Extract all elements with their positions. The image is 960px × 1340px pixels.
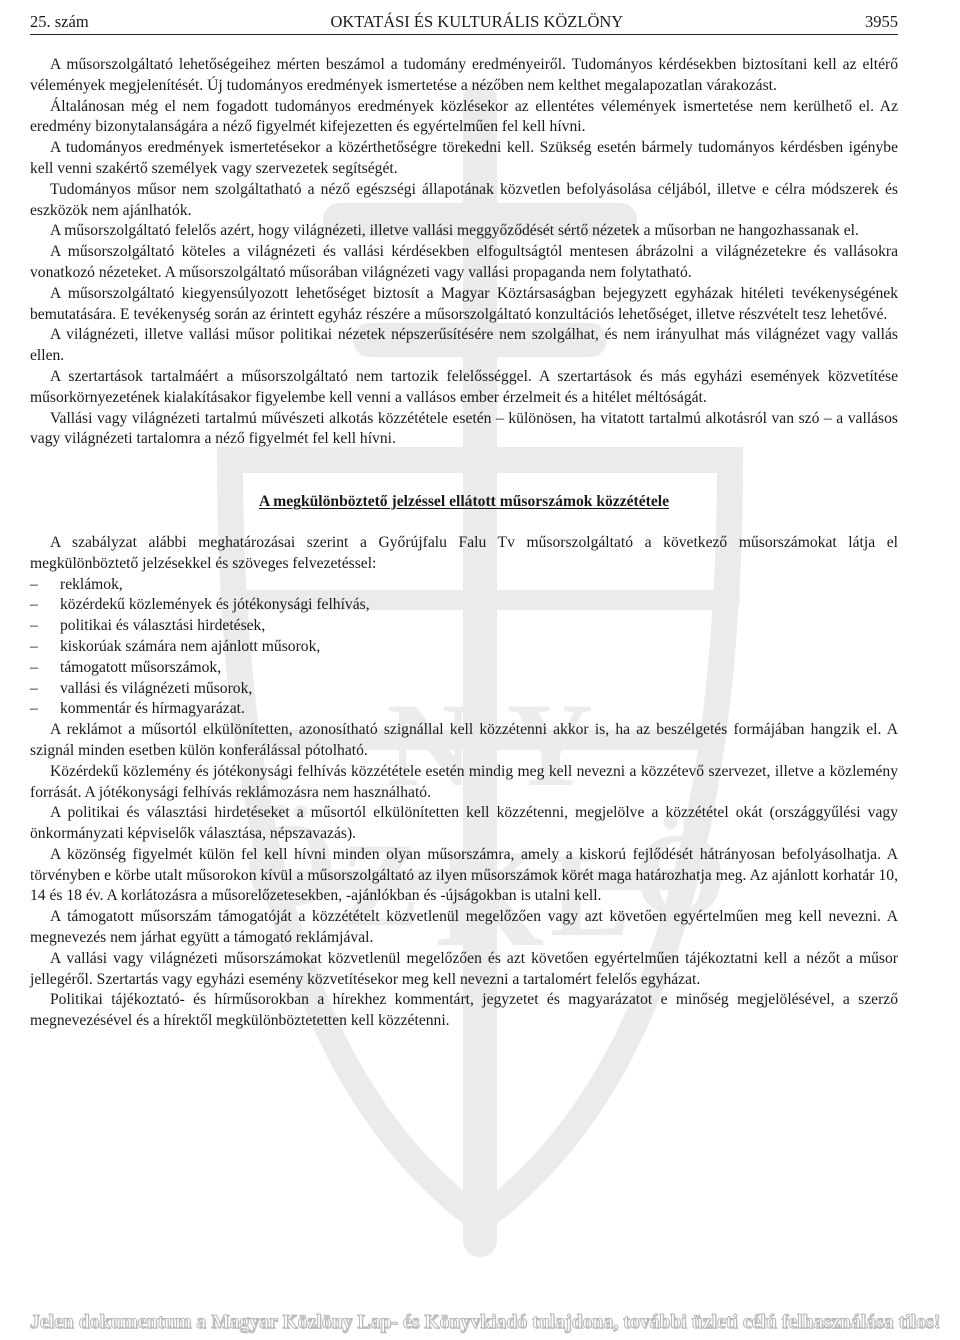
section-heading: A megkülönböztető jelzéssel ellátott műsorszámok közzététele bbox=[258, 493, 670, 511]
paragraph: A világnézeti, illetve vallási műsor politikai nézetek népszerűsítésére nem szolgálhat, és nem irányulhat más világnézet vagy vallás ellen. bbox=[30, 326, 898, 365]
list-item: – támogatott műsorszámok, bbox=[30, 658, 898, 679]
paragraph: A politikai és választási hirdetéseket a műsortól elkülönítetten kell közzétenni, megjelölve a közzététel okát (országgyűlési vagy önkormányzati képviselők választása, népszavazás). bbox=[30, 804, 898, 843]
watermark-letter: Ö bbox=[633, 808, 727, 941]
paragraph: A vallási vagy világnézeti műsorszámokat közvetlenül megelőzően és azt követően egyértelműen tájékoztatni kell a nézőt a műsor jellegéről. Szertartás vagy egyházi esemény közvetítésekor meg kell nevezni a tartalomért felelős egyházat. bbox=[30, 949, 898, 988]
paragraph: A reklámot a műsortól elkülönítetten, azonosítható szignállal kell közzétenni akkor is, ha az beszélgetés formájában hangzik el. A szignál minden esetben külön konferálással pótolható. bbox=[30, 721, 898, 759]
page-number: 3955 bbox=[865, 12, 898, 31]
watermark-letter: K bbox=[435, 821, 545, 976]
paragraph: A közönség figyelmét külön fel kell hívni minden olyan műsorszámra, amely a kiskorú fejlődését hátrányosan befolyásolhatja. A törvényben e körbe utalt műsorokon kívül a műsorszolgáltató az ilyen műsorszámok körét maga határozhatja meg. Az ajánlott korhatár 10, 14 és 18 év. A korlátozásra a műsorelőzetesekben, -ajánlókban és -újságokban is utalni kell. bbox=[30, 845, 898, 905]
list-item: – reklámok, bbox=[30, 575, 898, 596]
section-intro: A szabályzat alábbi meghatározásai szerint a Győrújfalu Falu Tv műsorszolgáltató a következő műsorszámokat látja el megkülönböztető jelzésekkel és szöveges felvezetéssel: bbox=[30, 533, 898, 572]
watermark-letter: Ö bbox=[243, 798, 337, 931]
page-header bbox=[30, 12, 898, 35]
issue-number: 25. szám bbox=[30, 12, 89, 31]
journal-title: OKTATÁSI ÉS KULTURÁLIS KÖZLÖNY bbox=[330, 12, 624, 31]
paragraph: A műsorszolgáltató köteles a világnézeti és vallási kérdésekben elfogultságtól mentesen ábrázolni a világnézetekre és vallásokra vonatkozó nézeteket. A műsorszolgáltató műsorában világnézeti vagy vallási propaganda nem folytatható. bbox=[30, 243, 898, 281]
list-item: – vallási és világnézeti műsorok, bbox=[30, 679, 898, 700]
program-type-list bbox=[30, 575, 898, 721]
paragraph: Tudományos műsor nem szolgáltatható a néző egészségi állapotának közvetlen befolyásolása céljából, illetve e célra módszerek és eszközök nem ajánlhatók. bbox=[30, 180, 898, 219]
document-body bbox=[30, 55, 898, 1032]
paragraph: A szertartások tartalmáért a műsorszolgáltató nem tartozik felelősséggel. A szertartások és más egyházi események közvetítése műsorkörnyezetének kialakításakor figyelembe kell venni a vallásos ember érzelmeit és a hitélet méltóságát. bbox=[30, 367, 898, 406]
paragraph: A műsorszolgáltató felelős azért, hogy világnézeti, illetve vallási meggyőződését sértő nézetek a műsorban ne hangozhassanak el. bbox=[50, 222, 859, 240]
paragraph: Politikai tájékoztató- és hírműsorokban a hírekhez kommentárt, jegyzetet és magyarázatot e minőség megjelölésével, a szerző megnevezésével és a hírektől megkülönböztetetten kell közzétenni. bbox=[30, 991, 898, 1030]
paragraph: Általánosan még el nem fogadott tudományos eredmények közlésekor az ellentétes vélemények ismertetése nem kerülhető el. Az eredmény bizonytalanságára a néző figyelmét kifejezetten és egyértelműen fel kell hívni. bbox=[30, 97, 898, 136]
watermark-letter: L bbox=[549, 828, 631, 961]
watermark-letter: Y bbox=[506, 678, 594, 811]
paragraph: A műsorszolgáltató lehetőségeihez mérten beszámol a tudomány eredményeiről. Tudományos kérdésekben biztosítani kell az eltérő vélemények megjelenítését. Új tudományos eredmények ismertetése a nézőben nem kelthet megalapozatlan várakozást. bbox=[30, 56, 898, 94]
copyright-watermark-notice: Jelen dokumentum a Magyar Közlöny Lap- és Könyvkiadó tulajdona, további üzleti célú felhasználása tilos! bbox=[30, 1312, 941, 1333]
paragraph: Vallási vagy világnézeti tartalmú művészeti alkotás közzététele esetén – különösen, ha vitatott tartalmú alkotásról van szó – a vallásos vagy világnézeti tartalomra a néző figyelmét fel kell hívni. bbox=[30, 409, 898, 448]
list-item: – politikai és választási hirdetések, bbox=[30, 616, 898, 637]
list-item: – kiskorúak számára nem ajánlott műsorok, bbox=[30, 637, 898, 658]
paragraph: Közérdekű közlemény és jótékonysági felhívás közzététele esetén mindig meg kell nevezni a közzétevő szervezet, illetve a közlemény forrását. A jótékonysági felhívás reklámozásra nem használható. bbox=[30, 762, 898, 801]
paragraph: A támogatott műsorszám támogatóját a közzétételt közvetlenül megelőzően vagy azt követően egyértelműen meg kell nevezni. A megnevezés nem járhat együtt a támogató reklámjával. bbox=[30, 908, 898, 947]
watermark-letter: Z bbox=[339, 818, 421, 951]
paragraph: A tudományos eredmények ismertetésekor a közérthetőségre törekedni kell. Szükség esetén bármely tudományos kérdésben igénybe kell venni szakértő személyek vagy szervezetek segítségét. bbox=[30, 139, 898, 177]
list-item: – közérdekű közlemények és jótékonysági felhívás, bbox=[30, 595, 898, 616]
watermark-letter: N bbox=[386, 678, 474, 811]
list-item: – kommentár és hírmagyarázat. bbox=[30, 699, 898, 720]
paragraph: A műsorszolgáltató kiegyensúlyozott lehetőséget biztosít a Magyar Köztársaságban bejegyzett egyházak hitéleti tevékenységének bemutatására. E tevékenység során az érintett egyház részére a műsorszolgáltató konzultációs lehetőséget, illetve részvételt tesz lehetővé. bbox=[30, 284, 898, 323]
